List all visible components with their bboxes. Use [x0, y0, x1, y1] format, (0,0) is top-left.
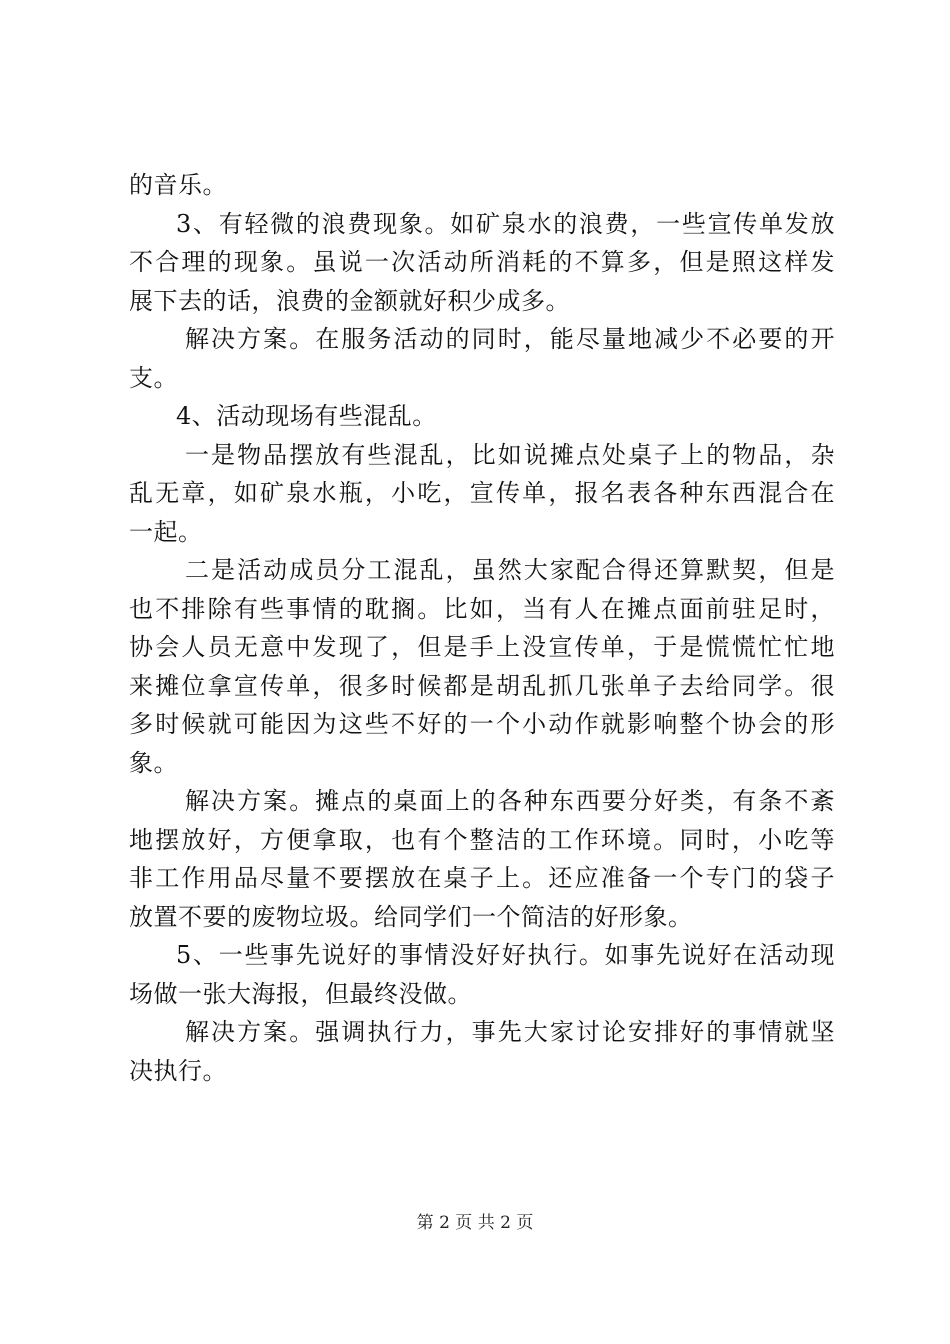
text-line: 多时候就可能因为这些不好的一个小动作就影响整个协会的形 — [129, 710, 835, 738]
text-line: 场做一张大海报，但最终没做。 — [129, 979, 472, 1008]
page-footer: 第 2 页 共 2 页 — [416, 1213, 534, 1233]
text-line: 来摊位拿宣传单，很多时候都是胡乱抓几张单子去给同学。很 — [129, 671, 835, 700]
text-line: 展下去的话，浪费的金额就好积少成多。 — [129, 286, 570, 315]
text-line: 乱无章，如矿泉水瓶，小吃，宣传单，报名表各种东西混合在 — [129, 479, 835, 507]
text-line: 支。 — [129, 363, 178, 392]
text-line: 的音乐。 — [129, 171, 227, 199]
text-line: 解决方案。强调执行力，事先大家讨论安排好的事情就坚 — [185, 1018, 835, 1046]
text-line: 决执行。 — [129, 1056, 227, 1085]
text-line: 协会人员无意中发现了，但是手上没宣传单，于是慌慌忙忙地 — [129, 633, 835, 661]
text-line: 也不排除有些事情的耽搁。比如，当有人在摊点面前驻足时， — [129, 594, 835, 623]
text-line: 非工作用品尽量不要摆放在桌子上。还应准备一个专门的袋子 — [129, 864, 835, 892]
text-line: 5、一些事先说好的事情没好好执行。如事先说好在活动现 — [176, 941, 835, 969]
text-line: 4、活动现场有些混乱。 — [176, 402, 437, 430]
text-line: 二是活动成员分工混乱，虽然大家配合得还算默契，但是 — [185, 556, 835, 584]
text-line: 地摆放好，方便拿取，也有个整洁的工作环境。同时，小吃等 — [129, 825, 835, 854]
text-line: 象。 — [129, 748, 178, 777]
text-line: 解决方案。在服务活动的同时，能尽量地减少不必要的开 — [185, 325, 835, 353]
text-line: 一是物品摆放有些混乱，比如说摊点处桌子上的物品，杂 — [185, 440, 835, 469]
text-line: 一起。 — [129, 517, 203, 546]
text-line: 解决方案。摊点的桌面上的各种东西要分好类，有条不紊 — [185, 787, 835, 815]
text-line: 放置不要的废物垃圾。给同学们一个简洁的好形象。 — [129, 902, 693, 931]
text-line: 不合理的现象。虽说一次活动所消耗的不算多，但是照这样发 — [129, 248, 835, 276]
document-body — [129, 166, 835, 1090]
text-line: 3、有轻微的浪费现象。如矿泉水的浪费，一些宣传单发放 — [176, 209, 835, 238]
